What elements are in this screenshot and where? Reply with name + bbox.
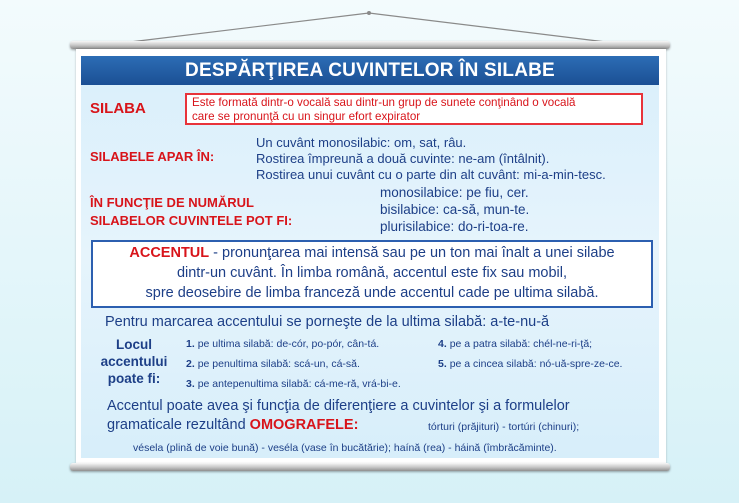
accentul-line1 — [93, 245, 651, 261]
accentul-word: ACCENTUL — [129, 245, 210, 261]
silaba-definition-box — [185, 93, 643, 125]
locul-label-line2: accentului — [100, 354, 168, 369]
omografe-example-1: tórturi (prăjituri) - tortúri (chinuri); — [428, 421, 580, 433]
accentul-definition-box — [91, 240, 653, 308]
poster-title: DESPĂRŢIREA CUVINTELOR ÎN SILABE — [81, 56, 659, 85]
omografe-example-2: vésela (plină de voie bună) - veséla (vase în bucătărie); haínă (rea) - háină (îmbrăcăminte). — [133, 442, 557, 454]
silabele-apar-item: Rostirea împreună a două cuvinte: ne-am (întâlnit). — [256, 151, 550, 166]
silabele-apar-item: Rostirea unui cuvânt cu o parte din alt cuvânt: mi-a-min-tesc. — [256, 167, 606, 182]
functie-item: monosilabice: pe fiu, cer. — [380, 185, 529, 200]
poster-content — [81, 56, 659, 458]
silaba-definition-line2: care se pronunţă cu un singur efort expirator — [192, 110, 421, 123]
locul-item: 4. pe a patra silabă: chél-ne-ri-ţă; — [438, 338, 593, 350]
omografe-line2 — [107, 417, 358, 433]
silabele-apar-item: Un cuvânt monosilabic: om, sat, râu. — [256, 135, 467, 150]
locul-item: 3. pe antepenultima silabă: cá-me-ră, vrá-bi-e. — [186, 378, 401, 390]
locul-item: 5. pe a cincea silabă: nó-uă-spre-ze-ce. — [438, 358, 623, 370]
accentul-line2: dintr-un cuvânt. În limba română, accentul este fix sau mobil, — [176, 265, 568, 281]
functie-label-line2: SILABELOR CUVINTELE POT FI: — [90, 213, 293, 228]
accentul-line3: spre deosebire de limba franceză unde accentul cade pe ultima silabă. — [145, 285, 599, 301]
silaba-definition-line1: Este formată dintr-o vocală sau dintr-un grup de sunete conţinând o vocală — [192, 96, 576, 109]
locul-item: 1. pe ultima silabă: de-cór, po-pór, cân-tá. — [186, 338, 380, 350]
locul-label-line3: poate fi: — [107, 371, 161, 386]
functie-label-line1: ÎN FUNCŢIE DE NUMĂRUL — [90, 195, 254, 210]
silaba-label: SILABA — [90, 100, 146, 117]
locul-label-line1: Locul — [116, 337, 152, 352]
omografe-line1: Accentul poate avea şi funcţia de diferenţiere a cuvintelor şi a formulelor — [107, 398, 570, 414]
functie-item: bisilabice: ca-să, mun-te. — [380, 202, 530, 217]
omografe-line2-text: gramaticale rezultând — [107, 417, 246, 433]
functie-item: plurisilabice: do-ri-toa-re. — [380, 219, 529, 234]
top-rod — [70, 41, 670, 49]
marcare-text: Pentru marcarea accentului se porneşte de la ultima silabă: a-te-nu-ă — [105, 314, 550, 330]
bottom-rod — [70, 463, 670, 471]
accentul-line1-text: - pronunţarea mai intensă sau pe un ton mai înalt a unei silabe — [209, 245, 615, 261]
omografe-word: OMOGRAFELE: — [249, 417, 359, 433]
poster — [76, 49, 666, 463]
locul-item: 2. pe penultima silabă: scá-un, cá-să. — [186, 358, 360, 370]
silabele-apar-label: SILABELE APAR ÎN: — [90, 149, 215, 164]
